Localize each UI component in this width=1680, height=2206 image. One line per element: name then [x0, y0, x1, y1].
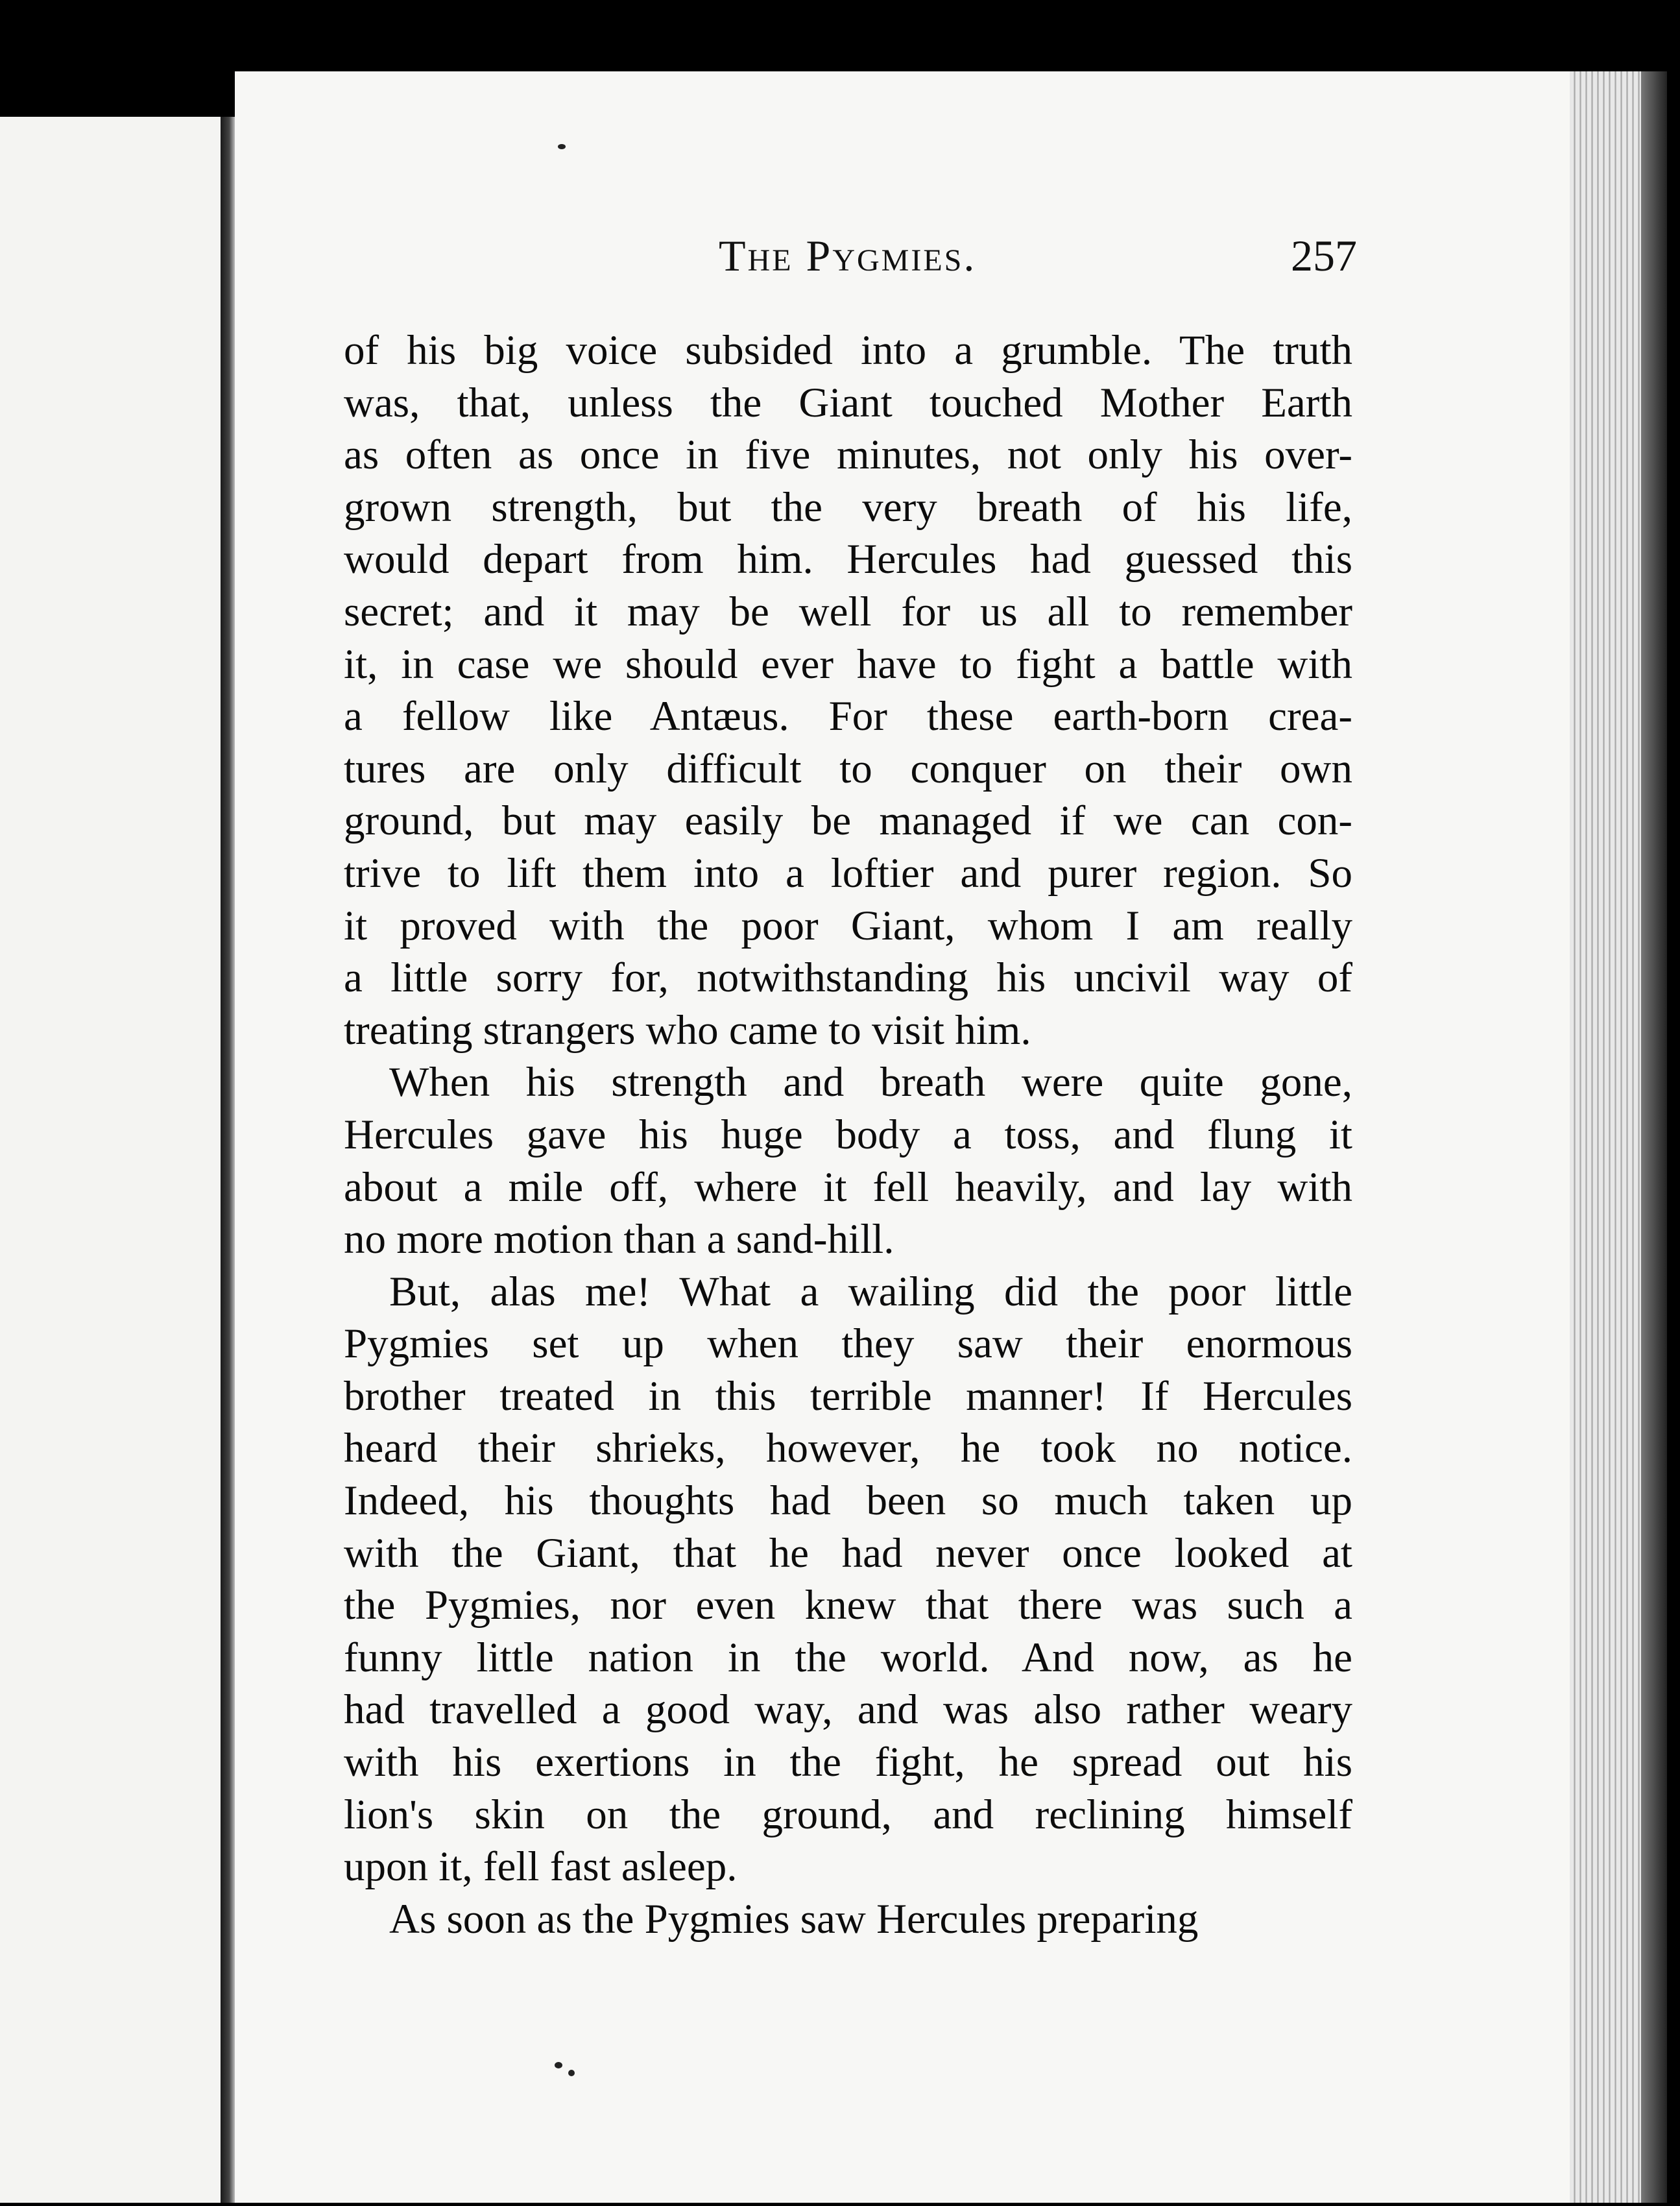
- ink-speck: [558, 144, 566, 149]
- text-line: secret; and it may be well for us all to remember: [344, 588, 1352, 635]
- facing-line-fragment: [26, 1480, 222, 1533]
- text-line: upon it, fell fast asleep.: [344, 1843, 738, 1891]
- text-line: tures are only difficult to conquer on their own: [344, 745, 1352, 792]
- facing-line-fragment: [26, 1428, 222, 1481]
- text-line: When his strength and breath were quite gone,: [389, 1059, 1352, 1106]
- text-line: Hercules gave his huge body a toss, and flung it: [344, 1111, 1352, 1158]
- facing-line-fragment: [26, 592, 222, 645]
- text-line: of his big voice subsided into a grumble. The truth: [344, 327, 1352, 374]
- text-line: as often as once in five minutes, not only his over-: [344, 431, 1352, 479]
- text-line: had travelled a good way, and was also rather weary: [344, 1686, 1352, 1734]
- facing-line-fragment: [26, 749, 222, 801]
- text-line: ground, but may easily be managed if we can con-: [344, 797, 1352, 845]
- text-line: treating strangers who came to visit him.: [344, 1006, 1031, 1054]
- facing-page: [0, 117, 222, 2203]
- facing-line-fragment: [26, 1271, 222, 1324]
- facing-line-fragment: [26, 853, 222, 906]
- facing-line-fragment: [26, 1167, 222, 1219]
- text-line: As soon as the Pygmies saw Hercules preparing: [389, 1895, 1199, 1943]
- text-line: trive to lift them into a loftier and purer region. So: [344, 849, 1352, 897]
- text-line: the Pygmies, nor even knew that there was such a: [344, 1582, 1352, 1629]
- page-edges-shadow: [1641, 71, 1667, 2203]
- facing-line-fragment: [26, 906, 222, 958]
- text-line: about a mile off, where it fell heavily, and lay with: [344, 1163, 1352, 1211]
- facing-line-fragment: [26, 697, 222, 749]
- body-text: [344, 324, 1352, 1945]
- text-line: it proved with the poor Giant, whom I am really: [344, 902, 1352, 949]
- text-line: Pygmies set up when they saw their enormous: [344, 1320, 1352, 1368]
- facing-line-fragment: [26, 801, 222, 854]
- text-line: would depart from him. Hercules had guessed this: [344, 536, 1352, 583]
- facing-line-fragment: [26, 1637, 222, 1690]
- text-line: lion's skin on the ground, and reclining himself: [344, 1791, 1352, 1838]
- facing-line-fragment: [26, 540, 222, 592]
- running-title: The Pygmies.: [719, 231, 977, 280]
- facing-line-fragment: [26, 1062, 222, 1115]
- facing-line-fragment: [26, 1533, 222, 1585]
- book-gutter: [221, 117, 235, 2203]
- facing-line-fragment: [26, 644, 222, 697]
- facing-line-fragment: [26, 383, 222, 436]
- facing-page-text: [26, 331, 221, 1741]
- text-line: But, alas me! What a wailing did the poor little: [389, 1268, 1352, 1315]
- text-line: no more motion than a sand-hill.: [344, 1216, 894, 1263]
- facing-line-fragment: [26, 435, 222, 488]
- facing-line-fragment: [26, 488, 222, 540]
- facing-line-fragment: [26, 1689, 222, 1741]
- text-line: grown strength, but the very breath of his life,: [344, 483, 1352, 531]
- ink-speck: [555, 2062, 562, 2068]
- facing-line-fragment: [26, 1115, 222, 1167]
- page-edges: [1570, 71, 1641, 2203]
- text-line: funny little nation in the world. And now, as he: [344, 1634, 1352, 1681]
- text-line: it, in case we should ever have to fight a battle with: [344, 640, 1352, 688]
- text-line: brother treated in this terrible manner! If Hercules: [344, 1372, 1352, 1420]
- text-line: was, that, unless the Giant touched Mother Earth: [344, 379, 1352, 426]
- facing-line-fragment: [26, 958, 222, 1010]
- facing-line-fragment: [26, 1324, 222, 1376]
- page-number: 257: [1291, 231, 1357, 280]
- facing-line-fragment: [26, 331, 222, 383]
- text-line: heard their shrieks, however, he took no notice.: [344, 1425, 1352, 1472]
- text-line: a fellow like Antæus. For these earth-born crea-: [344, 693, 1352, 740]
- facing-line-fragment: [26, 1010, 222, 1063]
- facing-line-fragment: [26, 1584, 222, 1637]
- text-line: with his exertions in the fight, he spread out his: [344, 1739, 1352, 1786]
- text-line: a little sorry for, notwithstanding his uncivil way of: [344, 954, 1352, 1002]
- text-line: with the Giant, that he had never once looked at: [344, 1529, 1352, 1577]
- running-header: [719, 230, 976, 282]
- ink-speck: [568, 2070, 575, 2076]
- facing-line-fragment: [26, 1219, 222, 1272]
- facing-line-fragment: [26, 1376, 222, 1428]
- text-line: Indeed, his thoughts had been so much taken up: [344, 1477, 1352, 1525]
